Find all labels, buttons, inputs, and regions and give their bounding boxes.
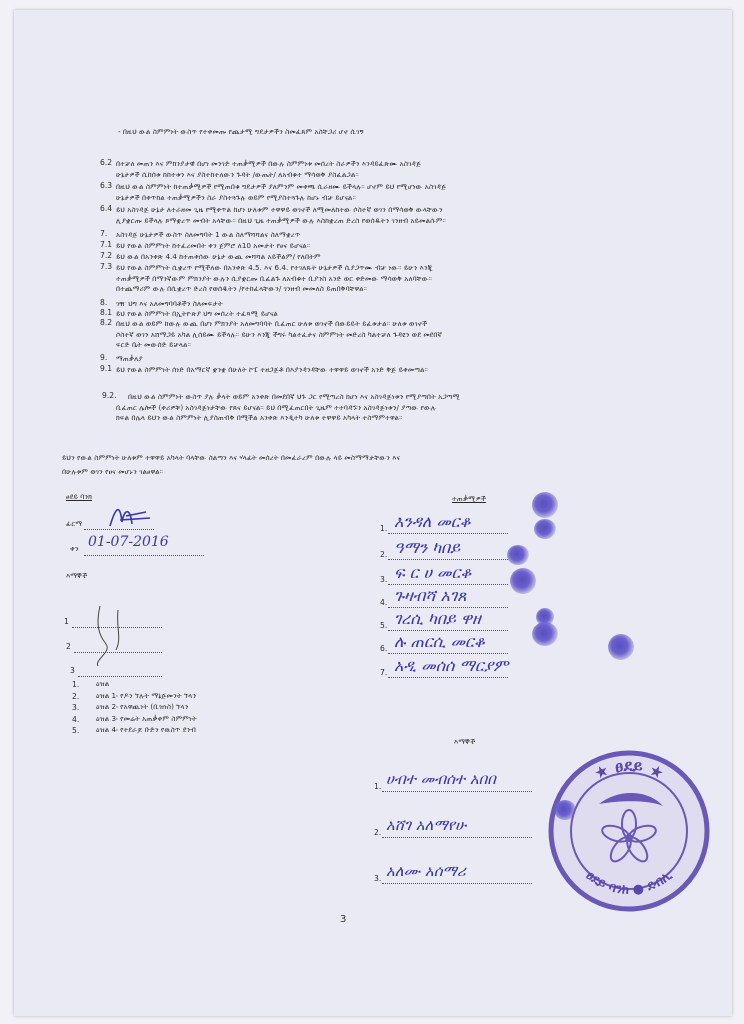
right-witness-line [382,836,532,838]
clause-number: 9. [100,353,108,362]
beneficiary-line [388,652,508,654]
clause-line: ይህ የውል ስምምነት ሰነድ በአማርኛ ቋንቋ በሁለት ኮፒ ተዘጋጅቶ በእያንዳንዳቸው ተዋዋይ ወገኖች አንድ ቅጅ ይቀመጣል። [116,365,428,374]
right-witnesses-title: እማኞች [454,737,476,746]
beneficiary-number: 5. [380,621,388,630]
signature-label: ፊርማ [66,519,83,528]
beneficiary-number: 2. [380,550,388,559]
clause-line: በተቻለ መጠን እና ምክንያታዊ በሆነ መንገድ ተጠቃሚዎች በውሉ ስምምነቱ መሰረት ስራዎችን እንዳይፈጽሙ አስገዳጅ [116,159,422,168]
fingerprint-2 [534,519,556,539]
right-witness-signature: ሀብተ መብሰተ አበበ [386,770,496,788]
attachment-number: 2. [72,691,80,701]
beneficiary-signature: አዲ መሰሰ ማርያም [394,656,509,675]
beneficiary-signature: ጉዛብሻ አገጸ [394,586,467,605]
right-witness-signature: አሸገ አለማየሁ [386,816,467,834]
attachment-item: ዕዝል 2፡ የአዋጪነት (ቢዝነስ) ኘላን [96,702,189,711]
clause-line: ሊያቋርጡ ይችላሉ ጾማቋረጥ መብት አላቸው። በዚህ ጊዜ ተጠቃሚዎች ውሉ እስከቋረጠ ድረስ የወሰዱትን ገንዘብ አይመልሱም። [116,215,446,225]
clause-number: 9.1 [100,364,113,373]
date-value: 01-07-2016 [88,534,169,550]
beneficiary-line [388,532,508,534]
beneficiary-number: 7. [380,668,388,677]
clause-line: ፍርድ ቤት መውሰድ ይቻላል። [116,340,191,350]
clause-line: አስገዳጅ ሁኔታዎች ውስጥ ስለመግባት 1 ውል ስለማሻሻልና ስለማቋረጥ [116,230,301,239]
clause-line: ይህ የውል ስምምነት ሲቋረጥ የሚችለው በአንቀጽ 4.5. እና 6.4. የተገለጹት ሁኔታዎች ሲያጋጥሙ ብቻ ነው። ይሁን እንጂ [116,263,433,272]
beneficiary-signature: ፍ ር ሀ መርቆ [394,563,472,582]
clause-number: 6.2 [100,158,113,167]
date-label: ቀን [70,544,79,553]
clause-line: ይህ ውል በአንቀጽ 4.4 ከተጠቀሰው ሁኔታ ውጪ መሻሻል አይችልም/ የለበትም [116,252,321,261]
clause-number: 6.3 [100,181,113,190]
beneficiary-signature: እንዳለ መርቆ [394,512,471,531]
right-witness-signature: አለሙ አሰማሪ [386,862,466,880]
clause-number: 8.1 [100,308,113,317]
attachment-item: ዕዝል 3፡ የመሬት አጠቃቀም ስምምነት [96,713,197,723]
bank-title: ፀደይ ባንክ [66,492,92,501]
clause-line: ይህ የውል ስምምነት በኢትዮጵያ ህግ መሰረት ተፈጻሚ ይሆናል [116,309,278,318]
closing-line-2: በሁሉቱም ወገን የፀና መሆኑን ገልፀዋል። [62,467,164,476]
clause-number: 8. [100,298,108,307]
closing-line-1: ይህን የውል ስምምነት ሁለቱም ተዋዋይ አካላት ባላቸው ስልጣን እና ሃላፊት መሰረት በመፈራረም በውሉ ላይ መስማማታቸውን እና [62,453,401,462]
left-witness-num-1: 1 [64,617,69,626]
right-witness-line [382,790,532,792]
intro-line: - በዚህ ውል ስምምነት ውስጥ የተቀመጡ የጨታሚ ግዴታዎችን ስመፈጸም አስቸጋሪ ሆኖ ሲገኝ [118,127,364,136]
attachment-number: 4. [72,714,80,724]
clause-line: በዚህ ውል ስምምነት ውስጥ ያሉ ቃላት ወይም አንቀጽ በመደበኛ ህጉ ጋር የሚጣረስ ከሆነ እና አስገዳጅነቱን የሚያጣበት አጋጣሚ [128,392,461,401]
fingerprint-3 [507,545,529,565]
clause-line: በዚህ ውል ስምምነት ከተጠቃሚዎች የሚጠበቁ ግዴታዎች ያለምንም መቀጫ ሲራዘሙ ይችላሉ። ሆኖም ይህ የሚሆነው አስገዳጅ [116,182,447,191]
clause-number: 7.3 [100,262,113,271]
beneficiary-signature: ሉ ጠርሲ መርቆ [394,632,485,651]
clause-number: 7. [100,229,108,238]
clause-line: ሶስተኛ ወገን አሸማጋይ አካል ሊሰይሙ ይችላሉ። ይሁን እንጂ ችግሩ ካልተፈታና ስምምነት መድረስ ካልተቻለ ጉዳዩን ወደ መደበኛ [116,329,443,339]
bank-stamp [544,746,714,916]
beneficiary-number: 3. [380,575,388,584]
clause-line: ሁኔታዎች ሲከሰቱ ከከተቱን እና ያስተከተለውን ጉዳት /ውጤት/ ለአብቁተ ማሳወቅ ያስፈልጋል። [116,169,359,179]
clause-line: ማጠቃለያ [116,354,143,363]
beneficiary-line [388,676,508,678]
fingerprint-1 [532,492,558,518]
clause-line: ተጠቃሚዎች በማንኛውም ምክንያት ውሉን ሲያቋርጡ ቢፈልጉ ለአብቁተ ቢያንስ አንድ ወር ቀድመው ማሳወቅ አለባቸው። [116,273,432,283]
left-witness-num-3: 3 [70,666,75,675]
clause-line: በተጨማሪም ውሉ በሲቋረጥ ድረስ የወሰዱትን /የተከፈላቸውን/ ገንዘብ መመለስ ይጠበቅባቸዋል። [116,284,368,294]
attachment-item: ዕዝል [96,679,110,688]
beneficiary-line [388,606,508,608]
right-witness-number: 2. [374,828,382,837]
bank-signature [106,502,154,530]
beneficiary-number: 6. [380,644,388,653]
left-witness-line-3 [78,675,162,677]
document-page [14,10,732,1016]
clause-line: ክፍል በሌላ ይህን ውል ስምምነት ሊያስጠብቅ በሚችል አንቀጽ እንዲተካ ሁለቱ ተዋዋይ አካላት ተስማምተዋል። [116,413,403,423]
attachment-number: 5. [72,726,80,735]
fingerprint-8 [554,800,576,820]
clause-number: 8.2 [100,318,113,327]
right-witness-number: 1. [374,782,382,791]
beneficiary-number: 1. [380,524,388,533]
clause-line: ይህ የውል ስምምነት ከተፈረመበት ቀን ጀምሮ ለ10 አመታት የፀና ይሆናል። [116,241,311,250]
clause-number: 9.2. [102,391,117,400]
clause-line: በዚህ ውል ወይም ከውሉ ውጪ በሆነ ምክንያት አለመግባባት ቢፈጠር ሁለቱ ወገኖች በውይይት ይፈቱታል። ሁለቱ ወገኖች [116,319,428,328]
fingerprint-6 [532,622,558,646]
attachment-item: ዕዝል 4፡ የተደራጆ ቡድን የዉስጥ ደንብ [96,725,196,734]
page-number: 3 [340,914,347,925]
fingerprint-7 [608,634,634,660]
beneficiary-line [388,583,508,585]
beneficiary-number: 4. [380,598,388,607]
beneficiaries-title: ተጠቃሚዎች [452,494,486,503]
clause-number: 7.1 [100,240,113,249]
clause-line: ይህ አስገዳጅ ሁኔታ ለተራዘመ ጊዜ የሚቀጥል ከሆነ ሁለቱም ተዋዋይ ወገኖች ለሚመለከተው ሶስተኛ ወገን በማሳወቅ ውላቸውን [116,205,443,214]
clause-number: 6.4 [100,204,113,213]
date-line [84,554,204,556]
clause-line: ቢፈጠር ሌሎች (ቀሪዎቹ) አስገዳጅነታቸው የጸና ይሆናል። ይህ በሚፈጠርበት ጊዜም ተተባዳኙን አስገዳጅነቱን/ ያጣው የውሉ [116,402,436,412]
stamp-bottom-text: ፀደይ ባንክ ● ደብሊ [582,868,676,898]
beneficiary-signature: ገረሲ ካበይ ዋዘ [394,609,481,628]
clause-number: 7.2 [100,251,113,260]
beneficiary-line [388,558,508,560]
attachment-item: ዕዝል 1፡ የዶን ኘሉት ማኔጅመንት ኘላን [96,690,197,700]
clause-line: ገዥ ህግ እና አለመግባባቶችን ስለመፍታት [116,299,223,308]
stamp-top-text: ★ ፀደይ ★ [590,755,668,784]
left-witnesses-label: እማኞች [66,571,88,580]
left-witness-num-2: 2 [66,642,71,651]
attachment-number: 1. [72,680,80,689]
beneficiary-signature: ዓማን ካበይ [394,538,461,557]
clause-line: ሁኔታዎች በቀጥክል ተጠቃሚዎችን ስራ ያስተጓጉሉ ወይም የሚያስተጓጉሉ ከሆኑ ብቻ ይሆናል። [116,192,356,202]
fingerprint-4 [510,568,536,594]
attachment-number: 3. [72,703,80,712]
beneficiary-line [388,629,508,631]
right-witness-number: 3. [374,874,382,883]
right-witness-line [382,882,532,884]
left-witness-signature [86,604,136,670]
